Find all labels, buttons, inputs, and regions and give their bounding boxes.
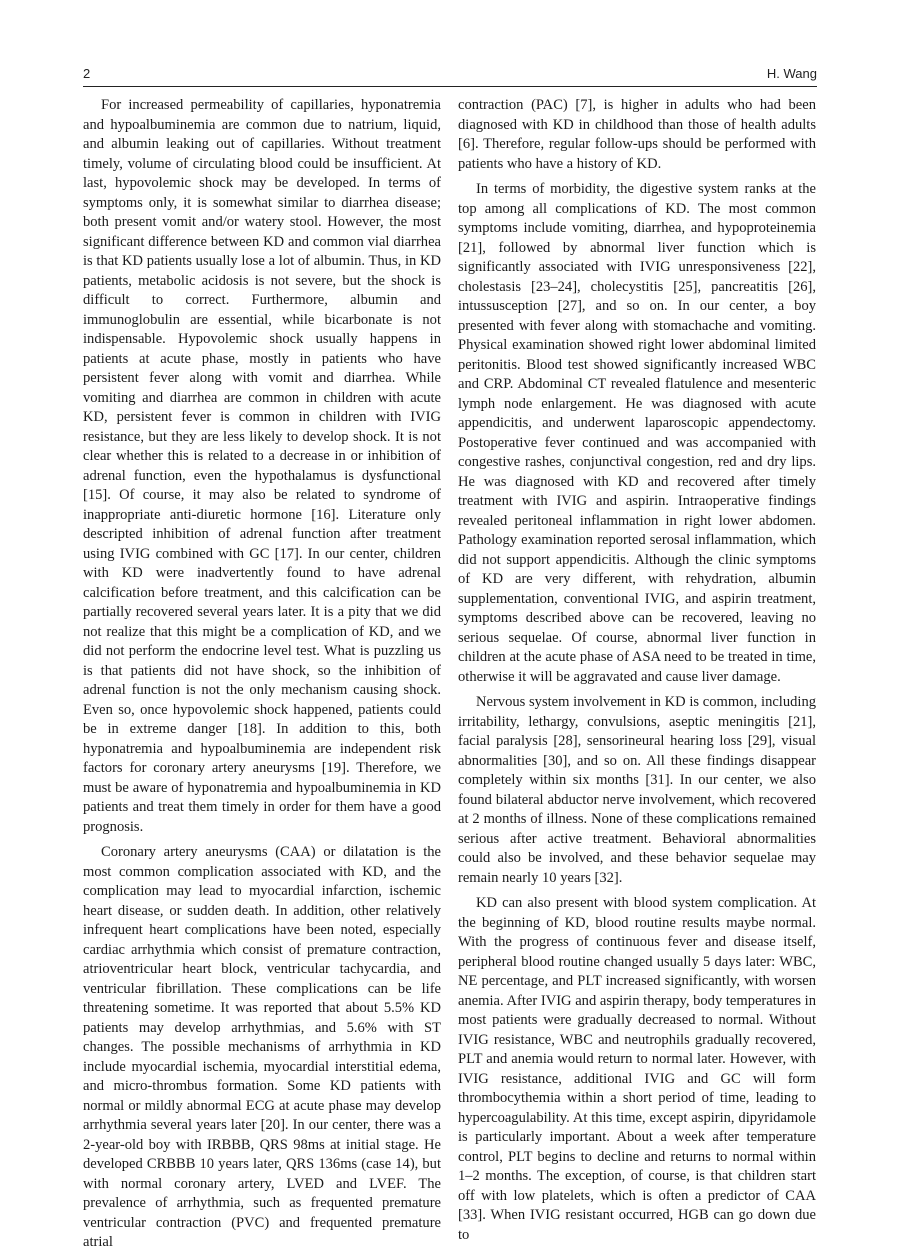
paragraph: For increased permeability of capillaries, hyponatremia and hypoalbuminemia are common due to natrium, liquid, and albumin leaking out of capillaries. Without treatment timely, volume of circulating blood could be insufficient. At last, hypovolemic shock may be developed. In terms of symptoms only, it is somewhat similar to diarrhea disease; both present vomit and/or watery stool. However, the most significant difference between KD and common vial diarrhea is that KD patients usually lose a lot of albumin. Thus, in KD patients, metabolic acidosis is not severe, but the shock is difficult to correct. Furthermore, albumin and immunoglobulin are essential, while bicarbonate is not indispensable. Hypovolemic shock usually happens in patients at acute phase, mostly in patients who have persistent fever along with vomit and diarrhea. While vomiting and diarrhea are common in children with acute KD, persistent fever is common in children with IVIG resistance, but they are less likely to develop shock. It is not clear whether this is related to a decrease in or inhibition of adrenal function, even the hypothalamus is dysfunctional [15]. Of course, it may also be related to syndrome of inappropriate anti-diuretic hormone [16]. Literature only descripted inhibition of adrenal function after treatment using IVIG combined with GC [17]. In our center, children with KD were inadvertently found to have adrenal calcification before treatment, and this calcification can be partially recovered several years later. It is a pity that we did not realize that this might be a complication of KD, and we did not perform the endocrine level test. What is puzzling us is that patients did not have shock, so the inhibition of adrenal function is not the only mechanism causing shock. Even so, once hypovolemic shock happened, patients could be in extreme danger [18]. In addition to this, both hyponatremia and hypoalbuminemia are independent risk factors for coronary artery aneurysms [19]. Therefore, we must be aware of hyponatremia and hypoalbuminemia in KD patients and treat them timely in order for them have a good prognosis. (83, 97, 441, 835)
header-rule (83, 86, 817, 87)
paragraph-continued: contraction (PAC) [7], is higher in adults who had been diagnosed with KD in childhood than those of health adults [6]. Therefore, regular follow-ups should be performed with patients who have a history of KD. (458, 97, 816, 172)
right-column (458, 96, 816, 1251)
paragraph: KD can also present with blood system complication. At the beginning of KD, blood routine results maybe normal. With the progress of continuous fever and disease itself, peripheral blood routine changed usually 5 days later: WBC, NE percentage, and PLT increased significantly, with worsen anemia. After IVIG and aspirin therapy, body temperatures in most patients were gradually decreased to normal. Without IVIG resistance, WBC and neutrophils gradually recovered, PLT and anemia would return to normal later. However, with IVIG resistance, additional IVIG and GC will form thrombocythemia within a short period of time, leading to hypercoagulability. At this time, except aspirin, dipyridamole is particularly important. About a week after temperature control, PLT begins to decline and returns to normal within 1–2 months. The exception, of course, is that children start off with low platelets, which is often a predictor of CAA [33]. When IVIG resistant occurred, HGB can go down due to (458, 895, 816, 1243)
running-header (83, 66, 817, 88)
page-number: 2 (83, 66, 91, 81)
paragraph: Nervous system involvement in KD is common, including irritability, lethargy, convulsions, aseptic meningitis [21], facial paralysis [28], sensorineural hearing loss [29], visual abnormalities [30], and so on. All these findings disappear completely within six months [31]. In our center, we also found bilateral abductor nerve involvement, which recovered at 2 months of illness. None of these complications remained serious after active treatment. Behavioral abnormalities could also be involved, and these behavior sequelae may remain nearly 10 years [32]. (458, 694, 816, 886)
running-author: H. Wang (766, 66, 817, 81)
paragraph: Coronary artery aneurysms (CAA) or dilatation is the most common complication associated with KD, and the complication may lead to myocardial infarction, ischemic heart disease, or sudden death. In addition, other relatively infrequent heart complications have been noted, especially cardiac arrhythmia which consist of premature contraction, atrioventricular heart block, ventricular tachycardia, and ventricular fibrillation. These complications can be life threatening sometime. It was reported that about 5.5% KD patients may develop arrhythmias, and 5.6% with ST changes. The possible mechanisms of arrhythmia in KD include myocardial ischemia, myocardial interstitial edema, and micro-thrombus formation. Some KD patients with normal or mildly abnormal ECG at acute phase may develop arrhythmia several years later [20]. In our center, there was a 2-year-old boy with IRBBB, QRS 98ms at initial stage. He developed CRBBB 10 years later, QRS 136ms (case 14), but with normal coronary artery, LVED and LVEF. The prevalence of arrhythmia, such as frequented premature ventricular contraction (PVC) and frequented premature atrial (83, 844, 441, 1250)
left-column (83, 96, 441, 1259)
paragraph: In terms of morbidity, the digestive system ranks at the top among all complications of KD. The most common symptoms include vomiting, diarrhea, and hypoproteinemia [21], followed by abnormal liver function which is significantly associated with IVIG unresponsiveness [22], cholestasis [23–24], cholecystitis [25], pancreatitis [26], intussusception [27], and so on. In our center, a boy presented with fever along with stomachache and vomiting. Physical examination showed right lower abdominal limited peritonitis. Blood test showed significantly increased WBC and CRP. Abdominal CT revealed flatulence and mesenteric lymph node enlargement. He was diagnosed with acute appendicitis, and underwent laparoscopic appendectomy. Postoperative fever continued and was accompanied with congestive rashes, conjunctival congestion, red and dry lips. He was diagnosed with KD and recovered after timely treatment with IVIG and aspirin. Intraoperative findings revealed peritoneal inflammation in right lower abdomen. Pathology examination reported serosal inflammation, which did not support appendicitis. Although the clinic symptoms of KD are very different, with rehydration, albumin supplementation, conventional IVIG, and aspirin treatment, symptoms described above can be recovered, leaving no serious sequelae. Of course, abnormal liver function in children at the acute phase of ASA need to be treated in time, otherwise it will be aggravated and cause liver damage. (458, 181, 816, 685)
